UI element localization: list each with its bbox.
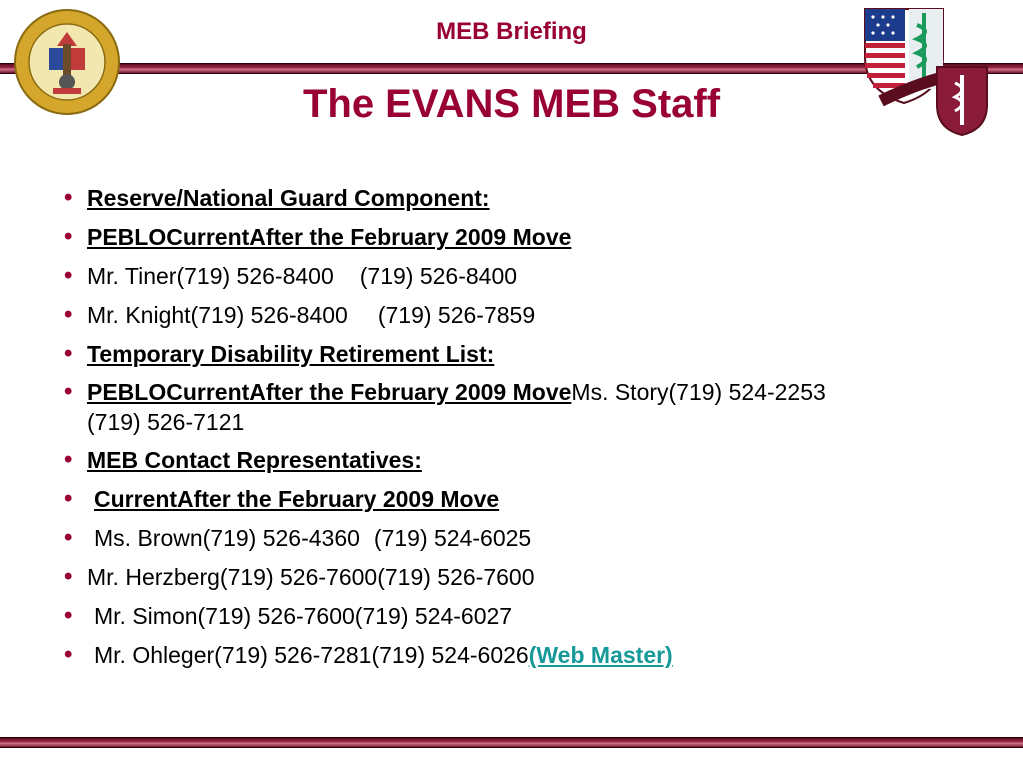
web-master-link[interactable]: (Web Master) — [528, 642, 673, 668]
list-item — [60, 377, 940, 437]
bottom-divider-bar — [0, 737, 1023, 748]
list-item — [60, 444, 940, 476]
list-item — [60, 260, 940, 292]
list-item — [60, 299, 940, 331]
staff-new-phone: (719) 526-7121 — [87, 409, 245, 435]
list-item — [60, 338, 940, 370]
column-heading: PEBLOCurrentAfter the February 2009 Move — [87, 224, 572, 250]
list-item — [60, 483, 940, 515]
section-heading: MEB Contact Representatives: — [87, 447, 422, 473]
staff-contact: Mr. Ohleger(719) 526-7281(719) 524-6026 — [94, 642, 529, 668]
staff-contact: Mr. Tiner(719) 526-8400 — [87, 263, 334, 289]
list-item — [60, 221, 940, 253]
staff-contact: Mr. Herzberg(719) 526-7600(719) 526-7600 — [87, 564, 535, 590]
list-item — [60, 561, 940, 593]
header-title: MEB Briefing — [436, 18, 587, 45]
column-heading: PEBLOCurrentAfter the February 2009 Move — [87, 379, 572, 405]
column-heading: CurrentAfter the February 2009 Move — [94, 486, 500, 512]
staff-new-phone: (719) 526-7859 — [377, 302, 536, 328]
section-heading: Reserve/National Guard Component: — [87, 185, 490, 211]
staff-contact: Ms. Story(719) 524-2253 — [571, 379, 826, 405]
staff-bullet-list — [60, 182, 940, 678]
staff-contact: Mr. Simon(719) 526-7600(719) 524-6027 — [94, 603, 513, 629]
slide-title: The EVANS MEB Staff — [302, 82, 721, 126]
staff-new-phone: (719) 524-6025 — [373, 525, 532, 551]
list-item — [60, 600, 940, 632]
list-item — [60, 182, 940, 214]
list-item — [60, 639, 940, 671]
list-item — [60, 522, 940, 554]
section-heading: Temporary Disability Retirement List: — [87, 341, 495, 367]
staff-contact: Mr. Knight(719) 526-8400 — [87, 302, 348, 328]
staff-new-phone: (719) 526-8400 — [359, 263, 518, 289]
staff-contact: Ms. Brown(719) 526-4360 — [94, 525, 360, 551]
